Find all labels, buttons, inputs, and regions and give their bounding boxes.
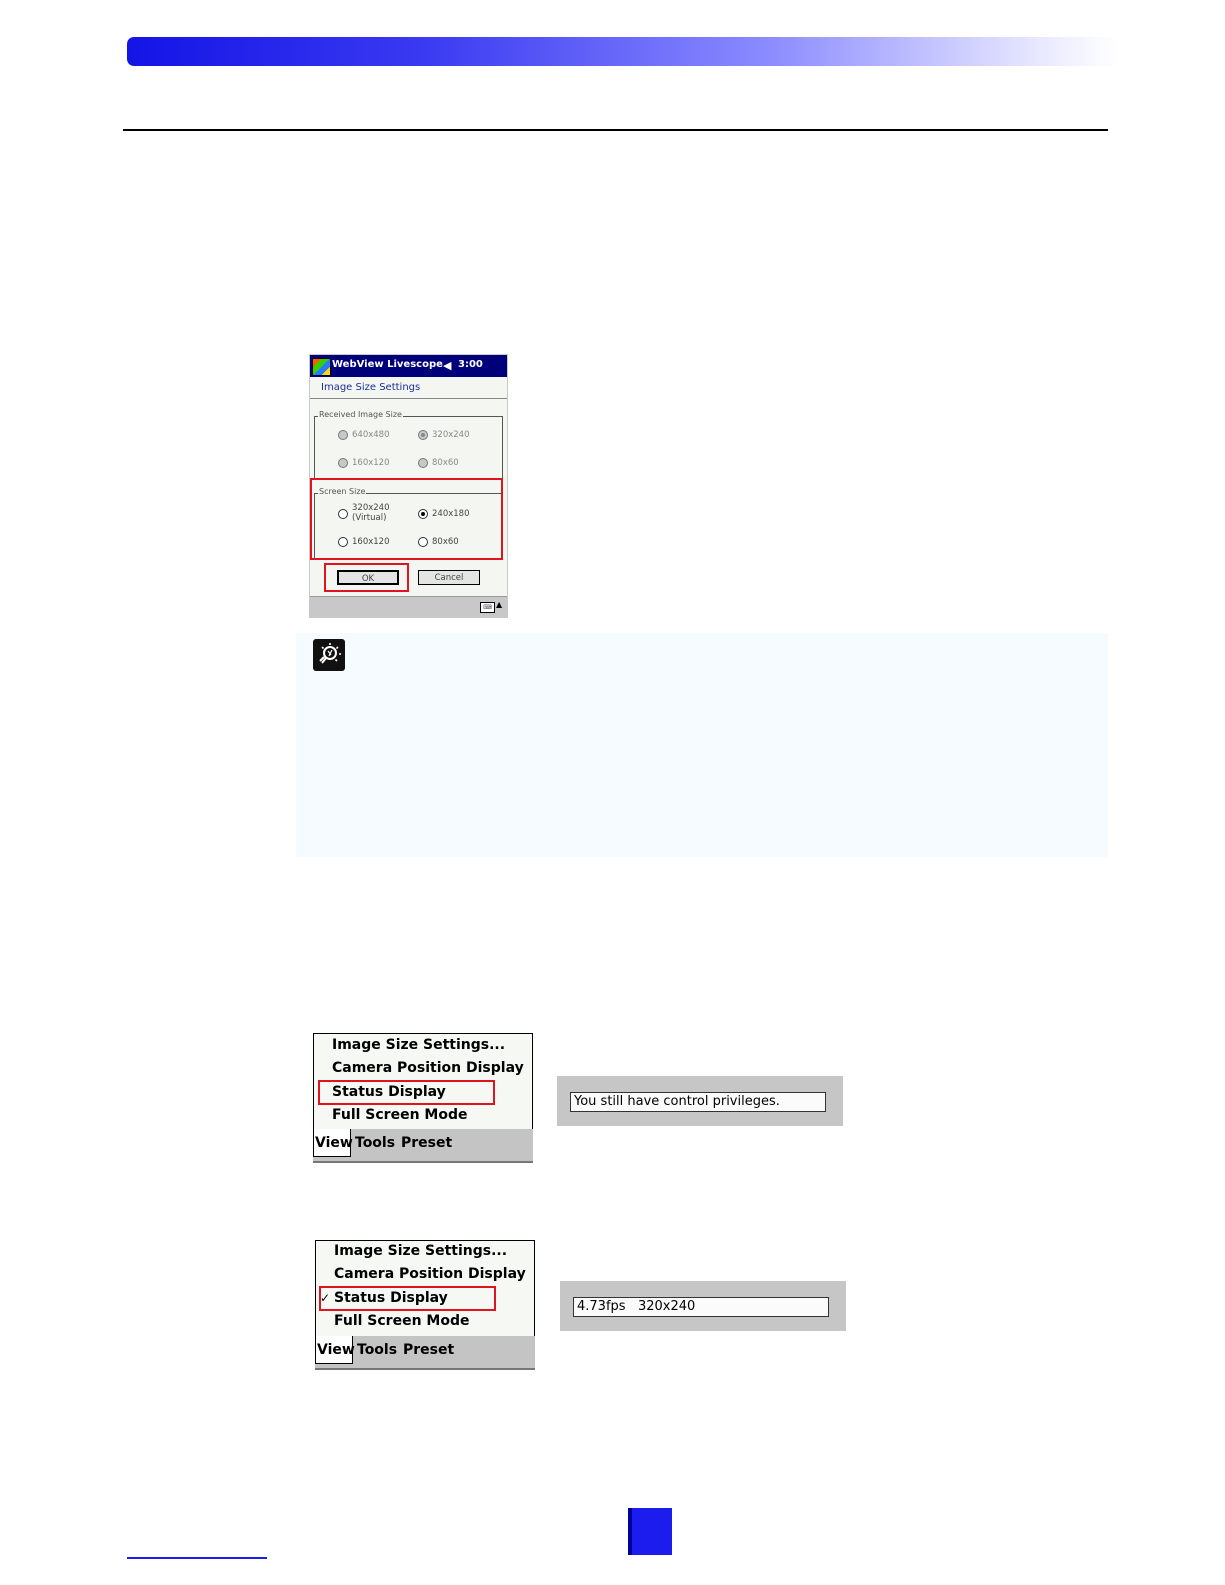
radio-received-160x120[interactable] (338, 458, 348, 468)
menu-bar (313, 1129, 533, 1163)
dialog-title: Image Size Settings (321, 382, 421, 393)
lightbulb-hint-icon (313, 639, 345, 671)
pda-title-bar (310, 355, 507, 377)
app-title: WebView Livescope (332, 359, 443, 370)
menu-item-status-display[interactable]: Status Display (332, 1084, 446, 1100)
tab-preset[interactable]: Preset (401, 1135, 453, 1151)
received-image-size-group (314, 416, 503, 479)
ok-button-highlight (324, 563, 409, 592)
keyboard-icon[interactable]: ⌨ (480, 602, 495, 613)
radio-received-640x480[interactable] (338, 430, 348, 440)
input-panel-arrow-icon[interactable]: ▲ (496, 600, 503, 609)
radio-received-320x240[interactable] (418, 430, 428, 440)
tab-tools[interactable]: Tools (357, 1342, 398, 1358)
screen-size-label: Screen Size (319, 487, 366, 496)
checkmark-icon: ✓ (320, 1291, 331, 1305)
tab-view[interactable]: View (317, 1342, 355, 1358)
radio-received-80x60[interactable] (418, 458, 428, 468)
windows-start-icon[interactable] (312, 358, 331, 376)
header-gradient-bar (127, 37, 1118, 66)
radio-label: 80x60 (432, 537, 459, 547)
dialog-title-divider (310, 398, 507, 399)
status-fps-field: 4.73fps 320x240 (573, 1297, 829, 1317)
radio-label: 320x240 (Virtual) (352, 503, 390, 523)
tab-preset[interactable]: Preset (403, 1342, 455, 1358)
status-bar-before-screenshot (557, 1076, 843, 1126)
speaker-icon[interactable]: ◀︎ (443, 359, 452, 372)
footer-divider (127, 1557, 267, 1559)
header-divider (123, 129, 1108, 131)
radio-label: 640x480 (352, 430, 390, 440)
hint-panel (296, 633, 1108, 857)
radio-label: 240x180 (432, 509, 470, 519)
menu-item-image-size-settings[interactable]: Image Size Settings... (334, 1243, 508, 1259)
radio-label: 320x240 (432, 430, 470, 440)
menu-item-camera-position-display[interactable]: Camera Position Display (332, 1060, 524, 1076)
tab-tools[interactable]: Tools (355, 1135, 396, 1151)
menu-item-image-size-settings[interactable]: Image Size Settings... (332, 1037, 506, 1053)
radio-label: 160x120 (352, 537, 390, 547)
menu-item-camera-position-display[interactable]: Camera Position Display (334, 1266, 526, 1282)
status-bar-after-screenshot (560, 1281, 846, 1331)
status-display-checked-highlight (319, 1286, 496, 1311)
menu-bar (315, 1336, 535, 1370)
status-display-highlight (318, 1080, 495, 1105)
ok-button[interactable]: OK (337, 570, 399, 585)
tab-view[interactable]: View (315, 1135, 353, 1151)
page-number-tab (628, 1508, 672, 1555)
screen-size-highlight (310, 478, 503, 560)
cancel-button[interactable]: Cancel (418, 570, 480, 585)
menu-item-status-display[interactable]: Status Display (334, 1290, 448, 1306)
pda-taskbar (310, 596, 507, 618)
received-image-size-label: Received Image Size (319, 410, 402, 419)
status-text-field: You still have control privileges. (570, 1092, 826, 1112)
radio-label: 160x120 (352, 458, 390, 468)
clock: 3:00 (458, 359, 483, 370)
menu-item-full-screen-mode[interactable]: Full Screen Mode (332, 1107, 468, 1123)
radio-label: 80x60 (432, 458, 459, 468)
menu-item-full-screen-mode[interactable]: Full Screen Mode (334, 1313, 470, 1329)
